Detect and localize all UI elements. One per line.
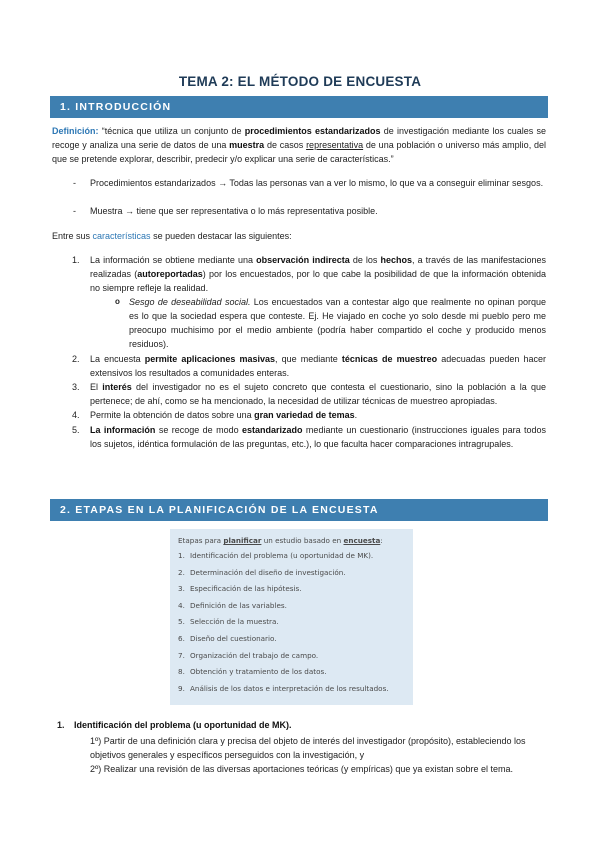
stage-item: 7. Organización del trabajo de campo. (178, 650, 319, 660)
sub-bullet: o (115, 297, 120, 306)
list-item: El interés del investigador no es el sujeto concreto que contesta el cuestionario, sino la población a la que pertenece; de ahí, como se ha mencionado, la necesidad de utilizar técnicas de muestreo apropiadas. (90, 382, 546, 406)
dash-bullet: - (73, 206, 76, 216)
list-item-number: 4. (72, 410, 80, 420)
list-item-number: 1. (72, 255, 80, 265)
stage-item: 6. Diseño del cuestionario. (178, 633, 277, 643)
list-item-number: 3. (72, 382, 80, 392)
list-item-number: 5. (72, 425, 80, 435)
dash-item: Muestra → tiene que ser representativa o lo más representativa posible. (90, 206, 378, 216)
definition-label: Definición: (52, 126, 99, 136)
stage-item: 5. Selección de la muestra. (178, 617, 279, 627)
stage-item: 1. Identificación del problema (u oportunidad de MK). (178, 551, 374, 560)
list-item-number: 2. (72, 354, 80, 364)
stages-box (170, 529, 413, 705)
stage-item: 3. Especificación de las hipótesis. (178, 584, 302, 594)
point-line: 1º) Partir de una definición clara y precisa del objeto de interés del investigador (propósito), estableciendo los objetivos generales y específicos perseguidos con la investigación, y (90, 736, 526, 760)
stage-item: 2. Determinación del diseño de investigación. (178, 567, 346, 577)
point-title: Identificación del problema (u oportunidad de MK). (74, 720, 292, 730)
point-number: 1. (57, 720, 65, 730)
stage-item: 4. Definición de las variables. (178, 600, 287, 610)
section-heading-etapas: 2. ETAPAS EN LA PLANIFICACIÓN DE LA ENCUESTA (50, 499, 548, 521)
stage-item: 9. Análisis de los datos e interpretación de los resultados. (178, 683, 389, 693)
page-title: TEMA 2: EL MÉTODO DE ENCUESTA (178, 74, 422, 89)
point-line: 2º) Realizar una revisión de las diversas aportaciones teóricas (y empíricas) que ya existan sobre el tema. (90, 764, 513, 774)
list-item: La información se recoge de modo estandarizado mediante un cuestionario (instrucciones iguales para todos los sujetos, idéntica formulación de las preguntas, etc.), lo que faculta hacer comparaciones intragrupales. (90, 425, 546, 449)
characteristics-intro: Entre sus características se pueden destacar las siguientes: (52, 231, 292, 241)
stage-item: 8. Obtención y tratamiento de los datos. (178, 667, 327, 677)
list-item: La encuesta permite aplicaciones masivas, que mediante técnicas de muestreo adecuadas pueden hacer extensivos los resultados a comunidades enteras. (90, 354, 547, 378)
stages-box-heading: Etapas para planificar un estudio basado en encuesta: (178, 536, 383, 545)
section-heading-introduccion: 1. INTRODUCCIÓN (50, 96, 548, 118)
dash-bullet: - (73, 178, 76, 188)
list-item: La información se obtiene mediante una observación indirecta de los hechos, a través de las manifestaciones realizadas (autoreportadas) por los encuestados, por lo que cabe la posibilidad de que la información obtenida no siempre refleje la realidad. (90, 255, 546, 293)
dash-item: Procedimientos estandarizados → Todas las personas van a ver lo mismo, lo que va a conseguir eliminar sesgos. (90, 178, 544, 188)
list-item: Permite la obtención de datos sobre una gran variedad de temas. (90, 410, 358, 420)
definition-paragraph: Definición: “técnica que utiliza un conjunto de procedimientos estandarizados de investigación mediante los cuales se recoge y analiza una serie de datos de una muestra de casos representativa de una población o universo más amplio, del que se pretende explorar, describir, predecir y/o explicar una serie de características.” (52, 126, 546, 164)
sub-item: Sesgo de deseabilidad social. Los encuestados van a contestar algo que realmente no opinan porque es lo que la sociedad espera que conteste. Ej. He viajado en coche yo solo desde mi pueblo pero me preocupo muchisimo por el medio ambiente (podría haber compartido el coche y producido menos residuos). (129, 297, 546, 349)
